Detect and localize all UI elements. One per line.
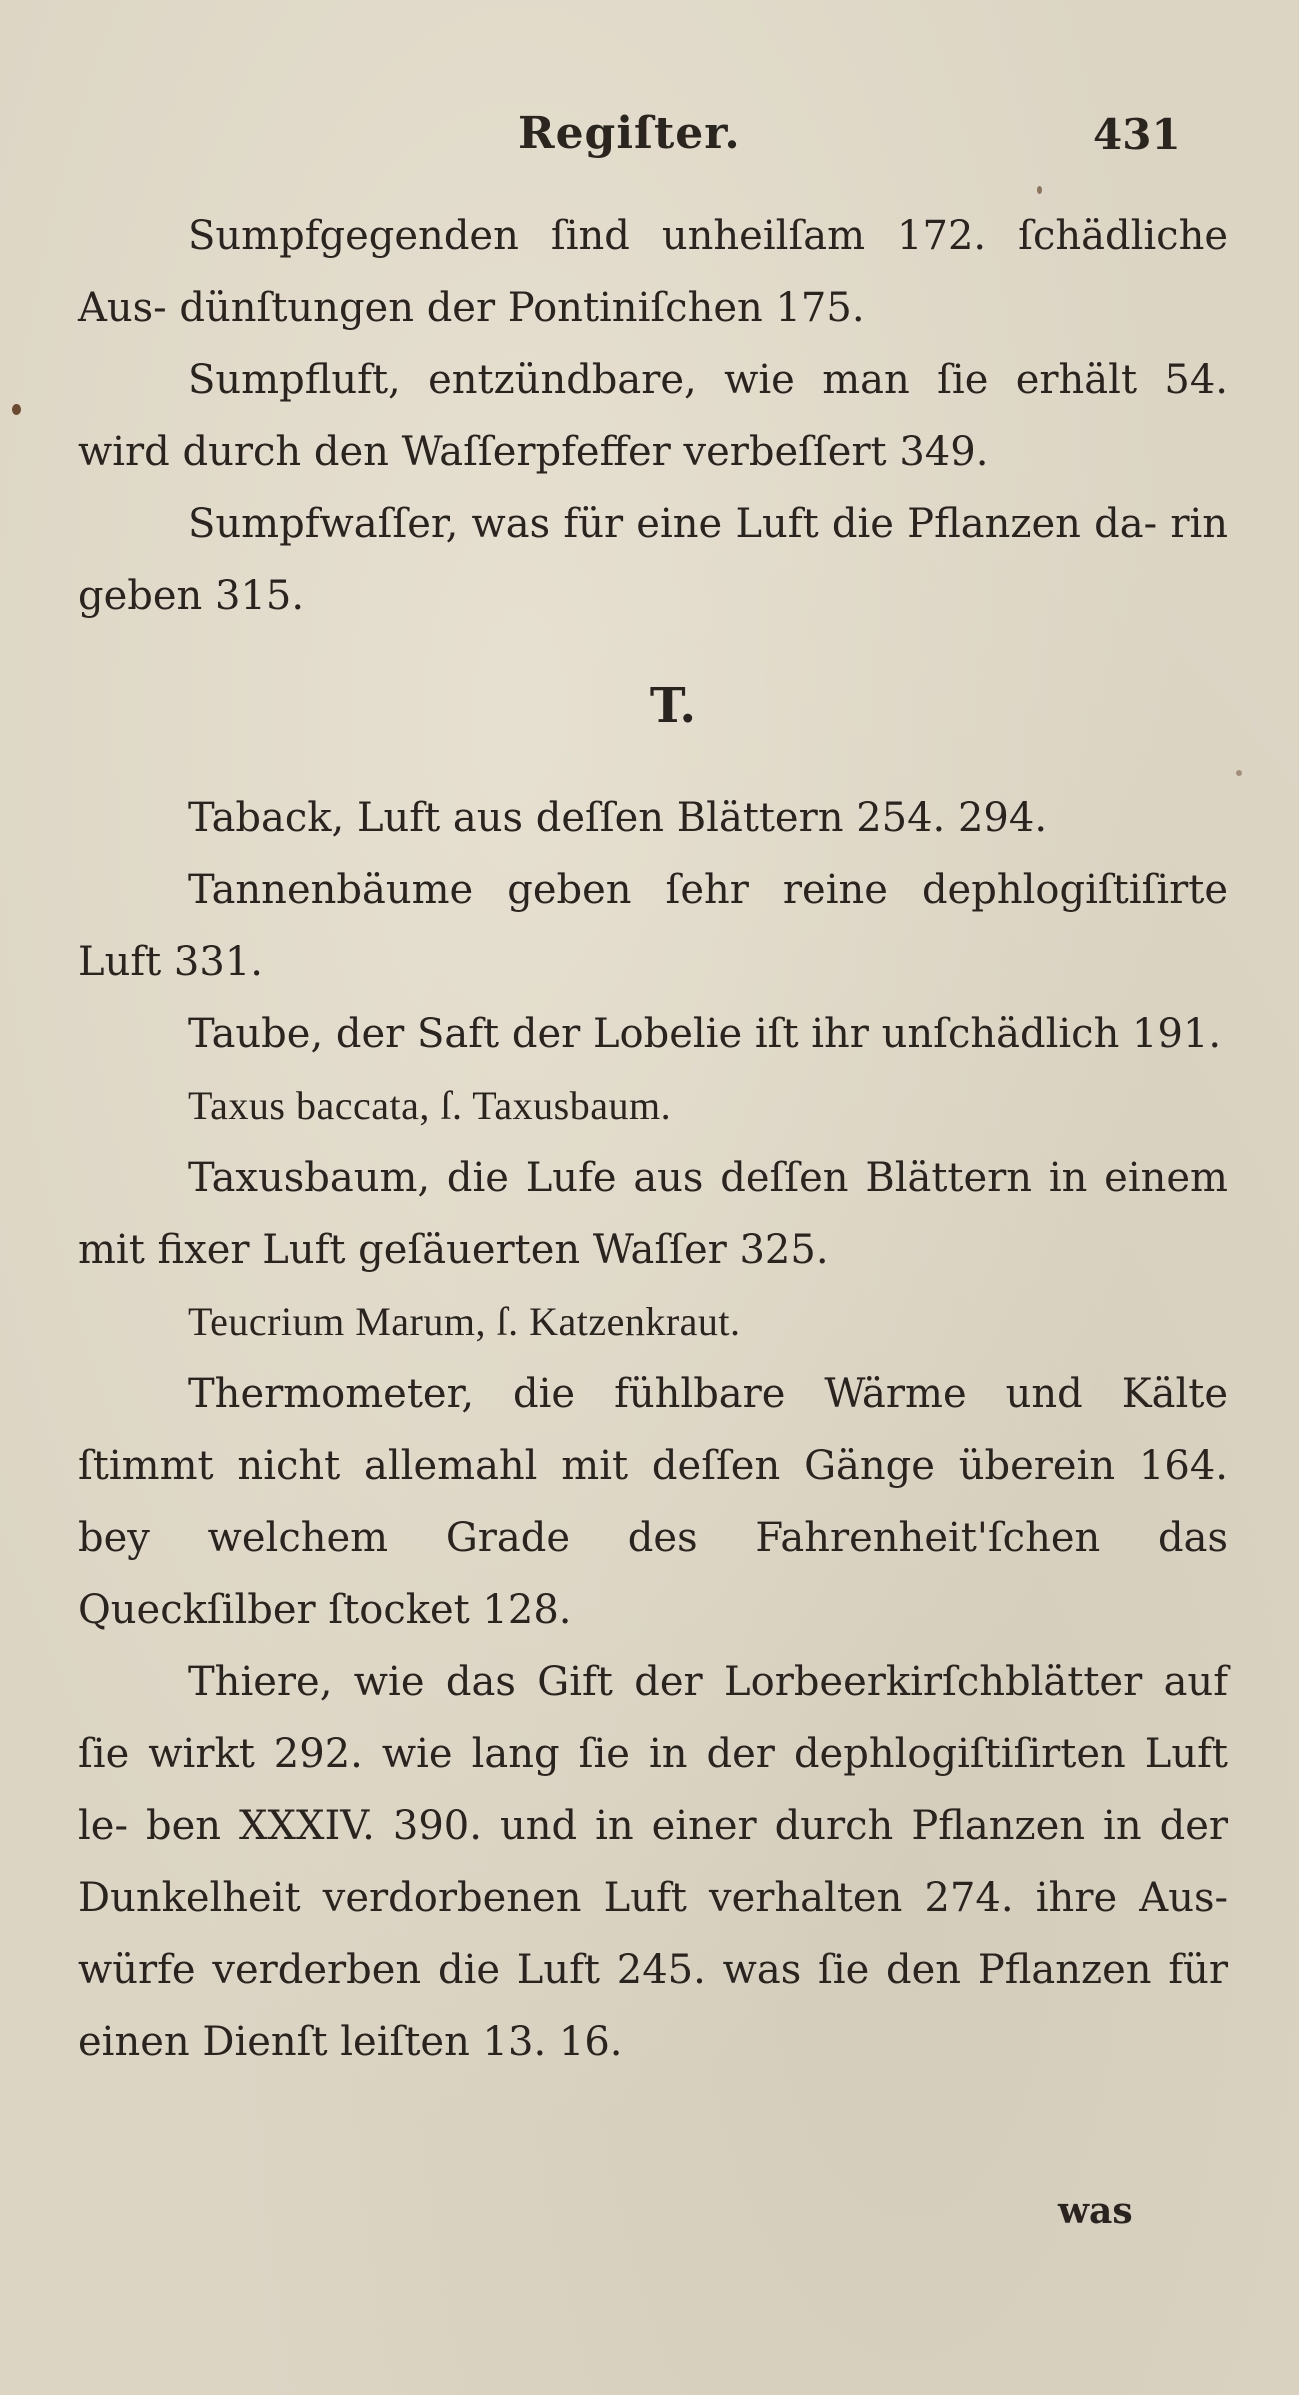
running-head: Regiſter. bbox=[518, 108, 741, 159]
index-entry: Thermometer, die fühlbare Wärme und Kälte ſtimmt nicht allemahl mit deſſen Gänge überein 164. bey welchem Grade des Fahrenheit'ſchen das Queckſilber ſtocket 128. bbox=[78, 1371, 1228, 1633]
index-entry: Sumpfgegenden ſind unheilſam 172. ſchädliche Aus- dünſtungen der Pontiniſchen 175. bbox=[78, 213, 1228, 331]
index-entry: Thiere, wie das Gift der Lorbeerkirſchblätter auf ſie wirkt 292. wie lang ſie in der dephlogiſtiſirten Luft le- ben XXXIV. 390. und in einer durch Pflanzen in der Dunkelheit verdorbenen Luft verhalten 274. ihre Aus- würfe verderben die Luft 245. was ſie den Pflanzen für einen Dienſt leiſten 13. 16. bbox=[78, 1659, 1228, 2065]
index-entry: Taxusbaum, die Lufe aus deſſen Blättern in einem mit fixer Luft geſäuerten Waſſer 325. bbox=[78, 1155, 1228, 1273]
catchword: was bbox=[1058, 2190, 1133, 2232]
index-entry: Teucrium Marum, ſ. Katzenkraut. bbox=[188, 1299, 741, 1344]
index-entry: Sumpfluft, entzündbare, wie man ſie erhält 54. wird durch den Waſſerpfeffer verbeſſert 349. bbox=[78, 357, 1228, 475]
index-entry: Tannenbäume geben ſehr reine dephlogiſtiſirte Luft 331. bbox=[78, 867, 1228, 985]
paper-stain bbox=[1236, 770, 1242, 776]
index-entry: Sumpfwaſſer, was für eine Luft die Pflanzen da- rin geben 315. bbox=[78, 501, 1228, 619]
index-entry: Taube, der Saft der Lobelie iſt ihr unſchädlich 191. bbox=[188, 1011, 1222, 1057]
index-entry: Taback, Luft aus deſſen Blättern 254. 294. bbox=[188, 795, 1048, 841]
index-text bbox=[78, 200, 1228, 2078]
paper-stain bbox=[1037, 186, 1042, 194]
page-header bbox=[0, 108, 1299, 168]
index-entry: Taxus baccata, ſ. Taxusbaum. bbox=[188, 1083, 672, 1128]
page-number: 431 bbox=[1093, 110, 1181, 159]
section-heading: T. bbox=[649, 678, 697, 734]
paper-stain bbox=[12, 404, 21, 415]
